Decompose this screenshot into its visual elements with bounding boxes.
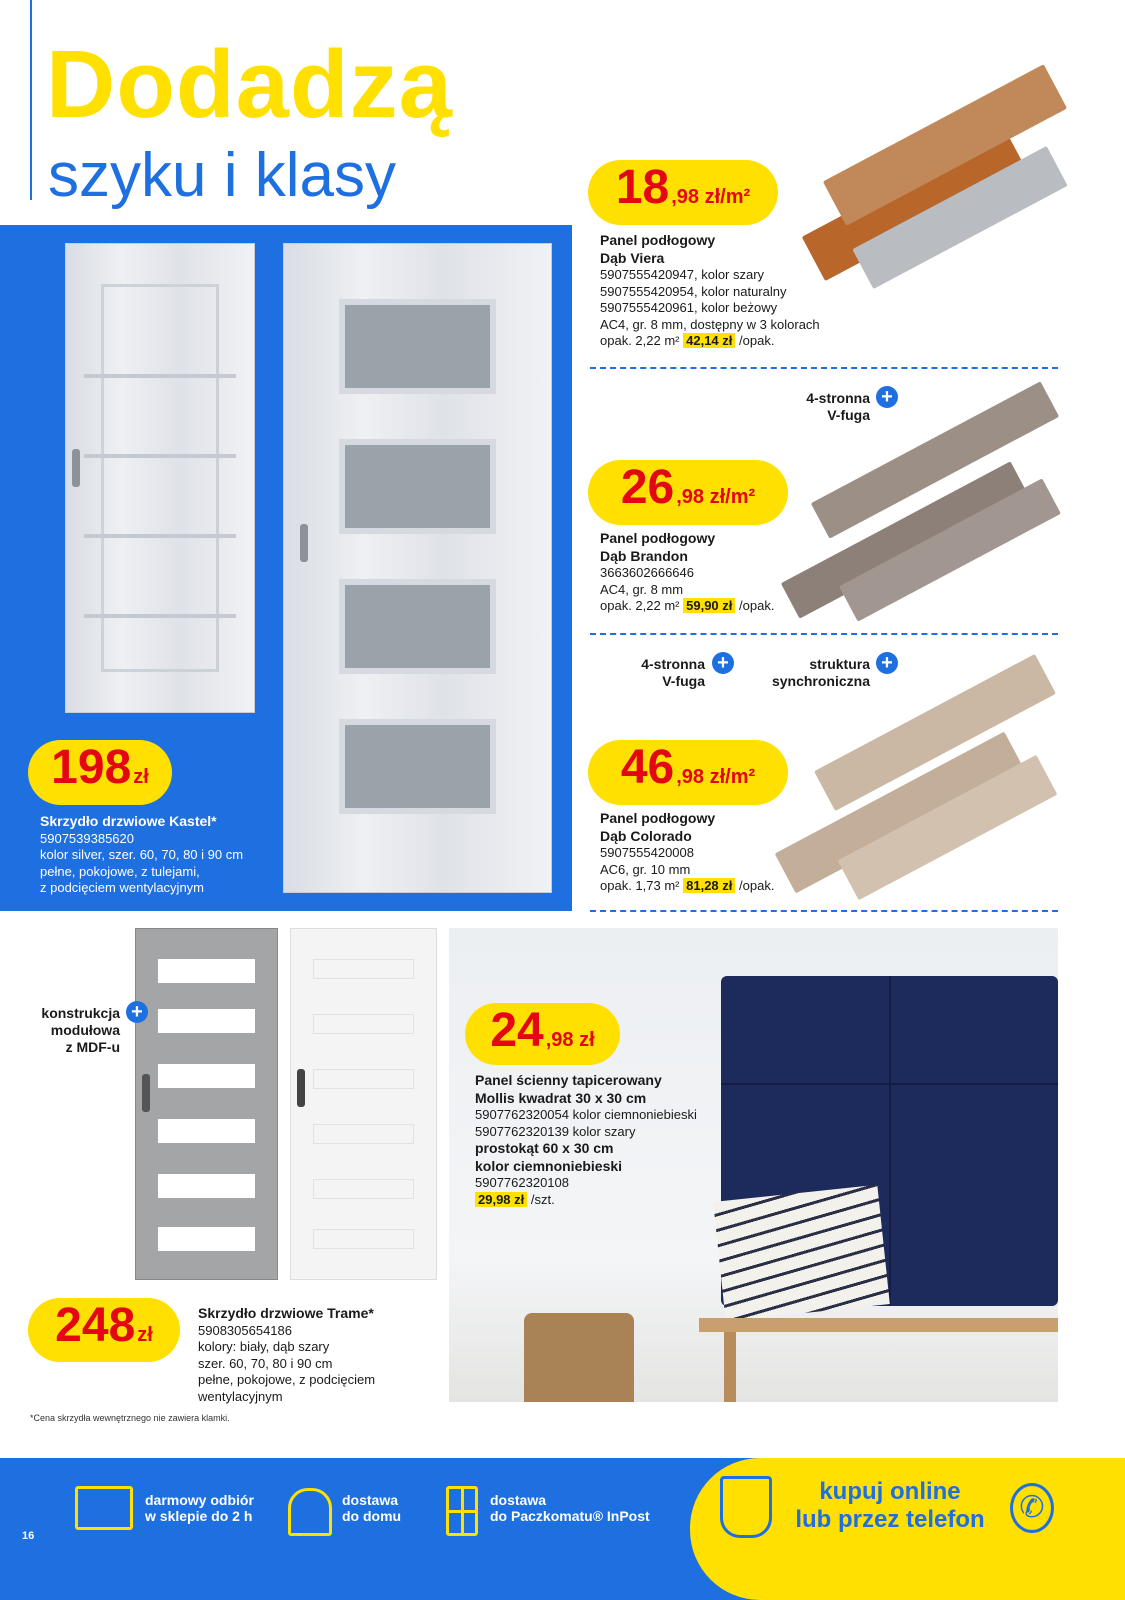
page-subtitle: szyku i klasy: [48, 141, 396, 210]
page-number: 16: [22, 1530, 35, 1542]
colorado-description: Panel podłogowy Dąb Colorado 5907555420008 AC6, gr. 10 mm opak. 1,73 m² 81,28 zł /opak.: [600, 810, 775, 893]
cta-text[interactable]: kupuj online lub przez telefon: [795, 1478, 985, 1533]
store-icon: [75, 1486, 133, 1530]
phone-icon[interactable]: ✆: [1010, 1483, 1054, 1533]
divider: [30, 0, 32, 200]
plus-icon: +: [126, 1001, 148, 1023]
feature-struktura: struktura synchroniczna: [771, 656, 870, 689]
plus-icon: +: [876, 386, 898, 408]
footer-pickup: darmowy odbiór w sklepie do 2 h: [145, 1492, 254, 1524]
divider: [590, 633, 1058, 635]
footer: [0, 1458, 1125, 1600]
price-badge-kastel: 198 zł: [28, 740, 172, 805]
mollis-description: Panel ścienny tapicerowany Mollis kwadrat 30 x 30 cm 5907762320054 kolor ciemnoniebieski 5907762320139 kolor szary prostokąt 60 x 30 cm kolor ciemnoniebieski 5907762320108 29,98 zł /szt.: [475, 1072, 697, 1207]
pillow-image: [713, 1185, 890, 1322]
door-trame-grey-image: [135, 928, 278, 1280]
brandon-description: Panel podłogowy Dąb Brandon 3663602666646 AC4, gr. 8 mm opak. 2,22 m² 59,90 zł /opak.: [600, 530, 775, 613]
door-kastel-glass-image: [283, 243, 552, 893]
basket-image: [524, 1313, 634, 1402]
footer-paczkomat: dostawa do Paczkomatu® InPost: [490, 1492, 650, 1524]
footer-home-delivery: dostawa do domu: [342, 1492, 402, 1524]
divider: [590, 367, 1058, 369]
trame-description: Skrzydło drzwiowe Trame* 5908305654186 kolory: biały, dąb szary szer. 60, 70, 80 i 90 cm pełne, pokojowe, z podcięciem wentylacyjnym: [198, 1305, 376, 1404]
plus-icon: +: [712, 652, 734, 674]
house-icon: [288, 1488, 332, 1536]
door-kastel-solid-image: [65, 243, 255, 713]
viera-description: Panel podłogowy Dąb Viera 5907555420947, kolor szary 5907555420954, kolor naturalny 5907555420961, kolor beżowy AC4, gr. 8 mm, dostępny w 3 kolorach opak. 2,22 m² 42,14 zł /opak.: [600, 232, 820, 348]
footnote: *Cena skrzydła wewnętrznego nie zawiera klamki.: [30, 1413, 230, 1423]
feature-vfuga: 4-stronna V-fuga: [641, 656, 705, 689]
basket-click-icon: [720, 1476, 772, 1538]
divider: [590, 910, 1058, 912]
door-trame-white-image: [290, 928, 437, 1280]
kastel-description: Skrzydło drzwiowe Kastel* 5907539385620 kolor silver, szer. 60, 70, 80 i 90 cm pełne, pokojowe, z tulejami, z podcięciem wentylacyjnym: [40, 813, 244, 895]
price-badge-trame: 248 zł: [28, 1298, 180, 1362]
panel-viera-image: [780, 30, 1058, 295]
page-title: Dodadzą: [46, 31, 454, 138]
feature-mdf: konstrukcja modułowa z MDF-u: [41, 1005, 120, 1055]
price-badge-colorado: 46 ,98 zł/m²: [588, 740, 788, 805]
feature-vfuga: 4-stronna V-fuga: [806, 390, 870, 423]
price-badge-mollis: 24 ,98 zł: [465, 1003, 620, 1065]
kastel-panel: [0, 225, 572, 911]
price-badge-viera: 18 ,98 zł/m²: [588, 160, 778, 225]
plus-icon: +: [876, 652, 898, 674]
parcel-locker-icon: [446, 1486, 478, 1536]
price-badge-brandon: 26 ,98 zł/m²: [588, 460, 788, 525]
